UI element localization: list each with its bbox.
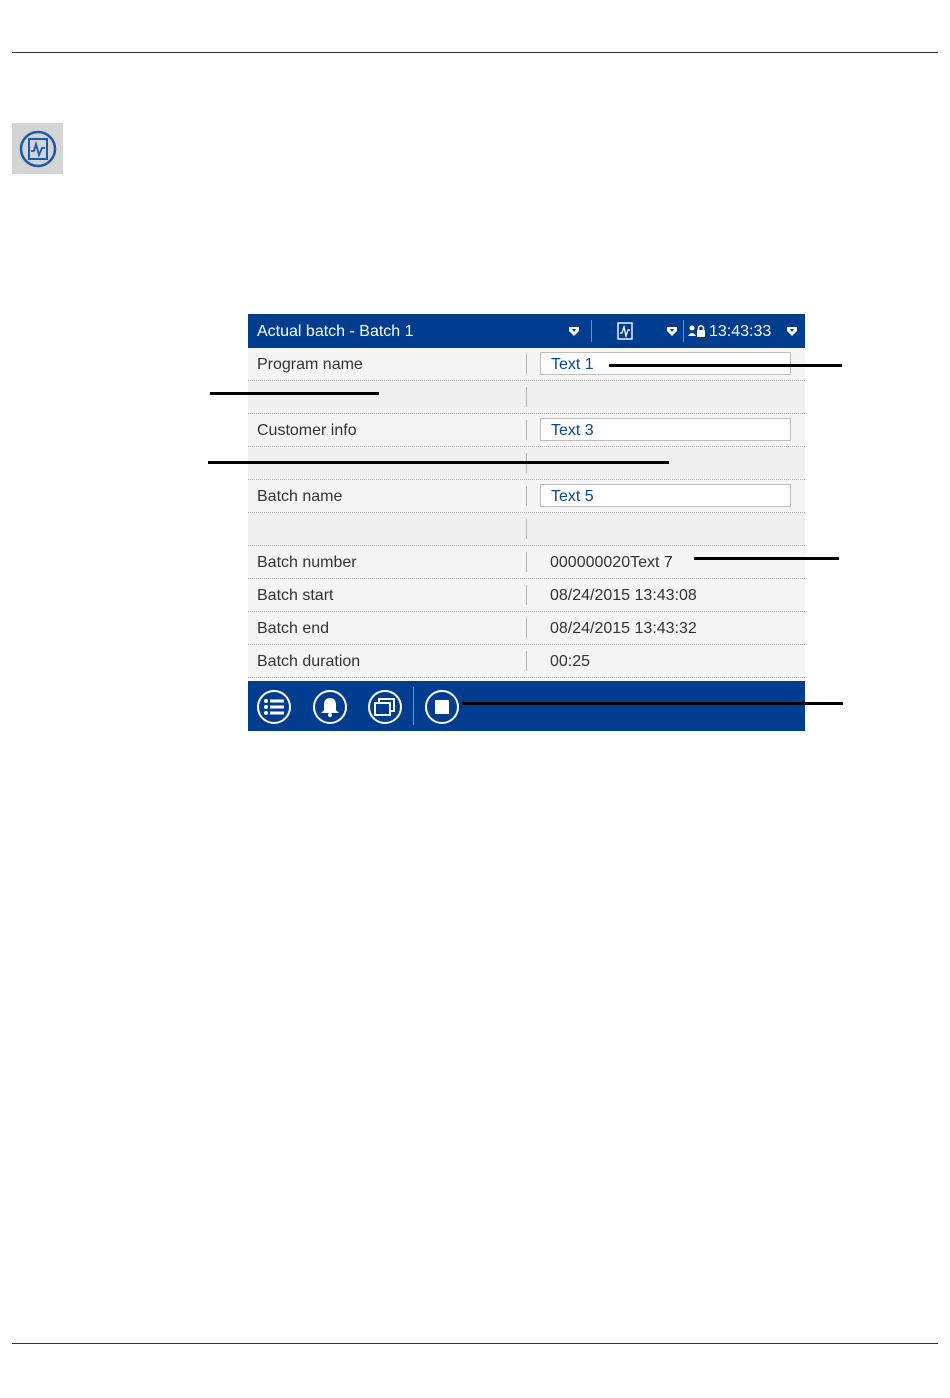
batch-icon[interactable] bbox=[615, 314, 635, 348]
dropdown-arrow-icon[interactable] bbox=[665, 314, 679, 348]
titlebar-divider bbox=[591, 320, 592, 342]
row-batch-number bbox=[248, 546, 805, 579]
row-divider bbox=[526, 651, 527, 671]
bottom-toolbar bbox=[248, 681, 805, 731]
row-label: Batch duration bbox=[257, 653, 361, 670]
alarm-bell-icon[interactable] bbox=[313, 690, 347, 724]
row-divider bbox=[526, 387, 527, 407]
field-value: Text 1 bbox=[551, 356, 594, 373]
row-empty bbox=[248, 513, 805, 546]
batch-start-value: 08/24/2015 13:43:08 bbox=[550, 587, 697, 604]
callout-line bbox=[462, 702, 843, 705]
row-customer-info bbox=[248, 414, 805, 447]
customer-info-field[interactable] bbox=[540, 418, 791, 441]
field-value: Text 3 bbox=[551, 422, 594, 439]
callout-line bbox=[208, 461, 669, 464]
title-bar bbox=[248, 314, 805, 348]
field-value: Text 5 bbox=[551, 488, 594, 505]
row-divider bbox=[526, 618, 527, 638]
row-empty bbox=[248, 381, 805, 414]
batch-name-field[interactable] bbox=[540, 484, 791, 507]
row-label: Batch end bbox=[257, 620, 330, 637]
clock: 13:43:33 bbox=[709, 323, 772, 340]
windows-icon[interactable] bbox=[368, 690, 402, 724]
batch-chart-icon bbox=[12, 123, 63, 174]
row-divider bbox=[526, 420, 527, 440]
row-divider bbox=[526, 486, 527, 506]
footer-rule bbox=[12, 1343, 938, 1344]
row-batch-end bbox=[248, 612, 805, 645]
batch-duration-value: 00:25 bbox=[550, 653, 591, 670]
header-rule bbox=[12, 52, 938, 53]
batch-number-value: 000000020Text 7 bbox=[550, 554, 673, 571]
row-label: Batch name bbox=[257, 488, 343, 505]
user-lock-icon[interactable] bbox=[687, 314, 707, 348]
screen-title: Actual batch - Batch 1 bbox=[257, 323, 414, 340]
row-batch-duration bbox=[248, 645, 805, 678]
callout-line bbox=[210, 392, 379, 395]
row-divider bbox=[526, 519, 527, 539]
stop-icon[interactable] bbox=[425, 690, 459, 724]
row-divider bbox=[526, 354, 527, 374]
batch-end-value: 08/24/2015 13:43:32 bbox=[550, 620, 697, 637]
callout-line bbox=[609, 364, 842, 367]
row-label: Batch number bbox=[257, 554, 357, 571]
row-batch-start bbox=[248, 579, 805, 612]
row-label: Program name bbox=[257, 356, 363, 373]
row-label: Batch start bbox=[257, 587, 334, 604]
batch-info-list bbox=[248, 348, 805, 678]
row-batch-name bbox=[248, 480, 805, 513]
row-divider bbox=[526, 552, 527, 572]
toolbar-divider bbox=[413, 687, 414, 725]
dropdown-arrow-icon[interactable] bbox=[785, 314, 799, 348]
callout-line bbox=[694, 557, 839, 560]
dropdown-arrow-icon[interactable] bbox=[567, 314, 581, 348]
menu-icon[interactable] bbox=[257, 690, 291, 724]
row-divider bbox=[526, 585, 527, 605]
titlebar-divider bbox=[683, 320, 684, 342]
device-screen bbox=[248, 314, 805, 731]
row-label: Customer info bbox=[257, 422, 357, 439]
